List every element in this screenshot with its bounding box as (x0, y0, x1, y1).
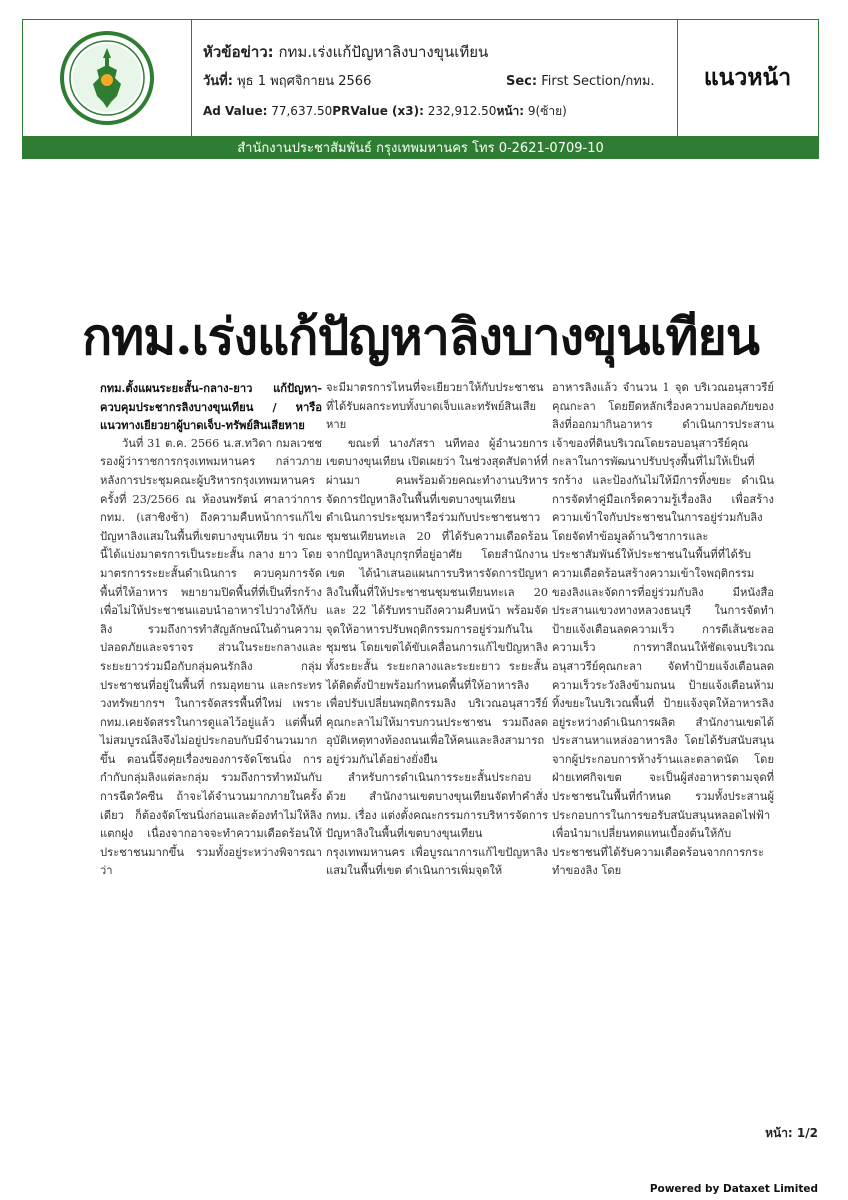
office-bar: สำนักงานประชาสัมพันธ์ กรุงเทพมหานคร โทร 0-2621-0709-10 (23, 136, 818, 158)
article-column-1 (100, 379, 322, 881)
date-label: วันที่: (203, 74, 233, 89)
article-lead: กทม.ตั้งแผนระยะสั้น-กลาง-ยาว แก้ปัญหา-ควบคุมประชากรลิงบางขุนเทียน / หารือแนวทางเยียวยาผู้บาดเจ็บ-ทรัพย์สินเสียหาย (100, 381, 322, 433)
value-row (203, 102, 567, 121)
article-paragraph: สำหรับการดำเนินการระยะสั้นประกอบด้วย สำนักงานเขตบางขุนเทียนจัดทำคำสั่ง กทม. เรื่อง แต่งตั้งคณะกรรมการบริหารจัดการปัญหาลิงในพื้นที่เขตบางขุนเทียน กรุงเทพมหานคร เพื่อบูรณาการแก้ไขปัญหาลิงแสมในพื้นที่เขต ดำเนินการเพิ่มจุดให้ (326, 771, 548, 878)
article-paragraph: อาหารลิงแล้ว จำนวน 1 จุด บริเวณอนุสาวรีย์คุณกะลา โดยยึดหลักเรื่องความปลอดภัยของลิงที่ออกมากินอาหาร ดำเนินการประสานเจ้าของที่ดินบริเวณโดยรอบอนุสาวรีย์คุณกะลาในการพัฒนาปรับปรุงพื้นที่ไม่ให้เป็นที่รกร้าง และป้องกันไม่ให้มีการทิ้งขยะ ดำเนินการจัดทำคู่มือเกร็ดความรู้เรื่องลิง เพื่อสร้างความเข้าใจกับประชาชนในการอยู่ร่วมกับลิง โดยจัดทำข้อมูลด้านวิชาการและประชาสัมพันธ์ให้ประชาชนในพื้นที่ที่ได้รับความเดือดร้อนสร้างความเข้าใจพฤติกรรมของลิงและจัดการที่อยู่ร่วมกับลิง มีหนังสือประสานแขวงทางหลวงธนบุรี ในการจัดทำป้ายแจ้งเตือนลดความเร็ว การตีเส้นชะลอความเร็ว การทาสีถนนให้ชัดเจนบริเวณอนุสาวรีย์คุณกะลา จัดทำป้ายแจ้งเตือนลดความเร็วระวังลิงข้ามถนน ป้ายแจ้งเตือนห้ามทิ้งขยะในบริเวณพื้นที่ ป้ายแจ้งจุดให้อาหารลิง อยู่ระหว่างดำเนินการผลิต สำนักงานเขตได้ประสานหาแหล่งอาหารลิง โดยได้รับสนับสนุนจากผู้ประกอบการห้างร้านและตลาดนัด โดยฝ่ายเทศกิจเขต จะเป็นผู้ส่งอาหารตามจุดที่ประชาชนในพื้นที่กำหนด รวมทั้งประสานผู้ประกอบการในการขอรับสนับสนุนหลอดไฟฟ้าเพื่อนำมาเปลี่ยนทดแทนเบื้องต้นให้กับประชาชนที่ได้รับความเดือดร้อนจากการกระทำของลิง โดย (552, 381, 774, 878)
powered-by: Powered by Dataxet Limited (649, 1183, 818, 1195)
bma-seal-icon (59, 30, 155, 126)
date-row (203, 70, 371, 91)
page-count: หน้า: 1/2 (765, 1126, 818, 1140)
pr-label: PRValue (x3): (332, 104, 424, 118)
ad-label: Ad Value: (203, 104, 268, 118)
article-paragraph: ขณะที่ นางภัสรา นทีทอง ผู้อำนวยการเขตบางขุนเทียน เปิดเผยว่า ในช่วงสุดสัปดาห์ที่ผ่านมา คนพร้อมด้วยคณะทำงานบริหารจัดการปัญหาลิงในพื้นที่เขตบางขุนเทียน ดำเนินการประชุมหารือร่วมกับประชาชนชาวชุมชนเทียนทะเล 20 ที่ได้รับความเดือดร้อนจากปัญหาลิงบุกรุกที่อยู่อาศัย โดยสำนักงานเขต ได้นำเสนอแผนการบริหารจัดการปัญหาลิงในพื้นที่ให้ประชาชนชุมชนเทียนทะเล 20 และ 22 ได้รับทราบถึงความคืบหน้า พร้อมจัดจุดให้อาหารปรับพฤติกรรมการอยู่ร่วมกันในชุมชน โดยเขตได้ขับเคลื่อนการแก้ไขปัญหาลิงทั้งระยะสั้น ระยะกลางและระยะยาว ระยะสั้นได้ติดตั้งป้ายพร้อมกำหนดพื้นที่ให้อาหารลิง เพื่อปรับเปลี่ยนพฤติกรรมลิง บริเวณอนุสาวรีย์คุณกะลาไม่ให้มารบกวนประชาชน รวมถึงลดอุบัติเหตุทางท้องถนนเพื่อให้คนและลิงสามารถอยู่ร่วมกันได้อย่างยั่งยืน (326, 436, 548, 766)
headline-value: กทม.เร่งแก้ปัญหาลิงบางขุนเทียน (278, 43, 489, 61)
clipping-header (22, 19, 819, 159)
article-paragraph: จะมีมาตรการไหนที่จะเยียวยาให้กับประชาชนที่ได้รับผลกระทบทั้งบาดเจ็บและทรัพย์สินเสียหาย (326, 381, 544, 432)
article-paragraph: วันที่ 31 ต.ค. 2566 น.ส.ทวิดา กมลเวชช รองผู้ว่าราชการกรุงเทพมหานคร กล่าวภายหลังการประชุมคณะผู้บริหารกรุงเทพมหานคร ครั้งที่ 23/2566 ณ ห้องนพรัตน์ ศาลาว่าการ กทม. (เสาชิงช้า) ถึงความคืบหน้าการแก้ไขปัญหาลิงแสมในพื้นที่เขตบางขุนเทียน ว่า ขณะนี้ได้แบ่งมาตรการเป็นระยะสั้น กลาง ยาว โดยมาตรการระยะสั้นดำเนินการ ควบคุมการจัดพื้นที่ให้อาหาร พยายามปิดพื้นที่ที่เป็นที่รกร้างเพื่อไม่ให้ประชาชนแอบนำอาหารไปวางให้กับลิง รวมถึงการทำสัญลักษณ์ในด้านความปลอดภัยและจราจร ส่วนในระยะกลางและระยะยาวร่วมมือกับกลุ่มคนรักลิง กลุ่มประชาชนที่อยู่ในพื้นที่ กรมอุทยาน และกระทรวงทรัพยากรฯ ในการจัดสรรพื้นที่ใหม่ เพราะ กทม.เคยจัดสรรในการดูแลไว้อยู่แล้ว แต่พื้นที่ไม่สมบูรณ์ลิงจึงไม่อยู่ประกอบกับมีจำนวนมากขึ้น ตอนนี้จึงคุยเรื่องของการจัดโซนนิ่ง การกำกับกลุ่มลิงแต่ละกลุ่ม รวมถึงการทำหมันกับการฉีดวัคซีน ถ้าจะได้จำนวนมากภายในครั้งเดียว ก็ต้องจัดโซนนิ่งก่อนและต้องทำไม่ให้ลิงแตกฝูง เนื่องจากอาจจะทำความเดือดร้อนให้ประชาชนมากขึ้น รวมทั้งอยู่ระหว่างพิจารณาว่า (100, 436, 322, 878)
sec-label: Sec: (506, 74, 538, 89)
headline-label: หัวข้อข่าว: (203, 43, 274, 61)
article-column-3 (552, 379, 774, 881)
ad-value: 77,637.50 (271, 104, 333, 118)
sec-value: First Section/กทม. (541, 74, 655, 89)
sec-row (506, 70, 655, 91)
article-column-2 (326, 379, 548, 881)
newspaper-name: แนวหน้า (703, 65, 792, 91)
page-value: 9(ซ้าย) (527, 104, 567, 118)
clipping-meta (191, 20, 678, 136)
headline-row (203, 40, 488, 64)
page-label: หน้า: (496, 104, 525, 118)
pr-value: 232,912.50 (427, 104, 497, 118)
bma-logo (23, 20, 192, 136)
date-value: พุธ 1 พฤศจิกายน 2566 (237, 74, 372, 89)
article-title: กทม.เร่งแก้ปัญหาลิงบางขุนเทียน (81, 307, 759, 366)
